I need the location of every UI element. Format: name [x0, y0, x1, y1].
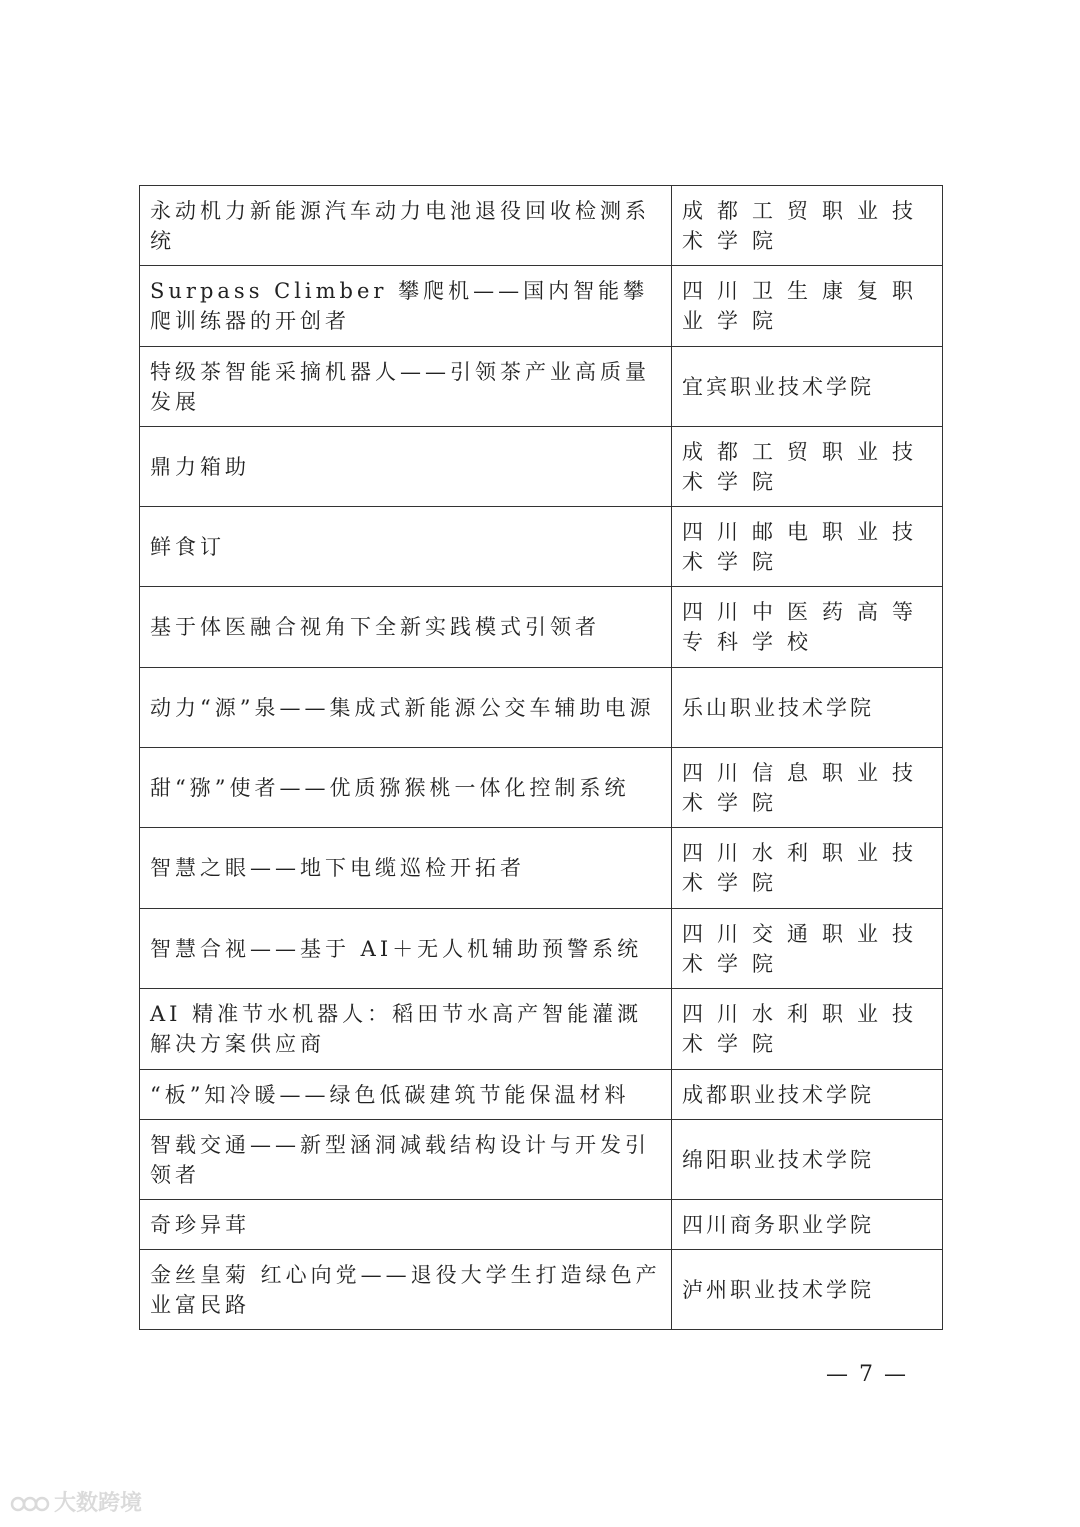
project-name-cell: 智慧合视——基于 AI＋无人机辅助预警系统 [140, 909, 672, 989]
table-row [140, 587, 943, 668]
table-row [140, 347, 943, 427]
table-row [140, 748, 943, 828]
table-row [140, 1120, 943, 1200]
school-name-cell: 绵阳职业技术学院 [672, 1120, 943, 1200]
table-row [140, 266, 943, 347]
table-row [140, 186, 943, 266]
school-name-cell: 四川商务职业学院 [672, 1200, 943, 1250]
project-name-cell: 特级茶智能采摘机器人——引领茶产业高质量发展 [140, 347, 672, 427]
school-name-cell: 宜宾职业技术学院 [672, 347, 943, 427]
project-name-cell: 永动机力新能源汽车动力电池退役回收检测系统 [140, 186, 672, 266]
logo-icon [10, 1490, 50, 1514]
table-row [140, 1250, 943, 1330]
project-table [139, 185, 943, 1330]
project-name-cell: 鼎力箱助 [140, 427, 672, 507]
school-name-cell: 成都工贸职业技术学院 [672, 427, 943, 507]
project-name-cell: 鲜食订 [140, 507, 672, 587]
table-row [140, 1070, 943, 1120]
table-body [140, 186, 943, 1330]
school-name-cell: 成都职业技术学院 [672, 1070, 943, 1120]
project-name-cell: 动力“源”泉——集成式新能源公交车辅助电源 [140, 668, 672, 748]
watermark [10, 1486, 142, 1517]
school-name-cell: 泸州职业技术学院 [672, 1250, 943, 1330]
table-row [140, 1200, 943, 1250]
page-number: — 7 — [826, 1362, 908, 1387]
table-row [140, 909, 943, 989]
school-name-cell: 四川水利职业技术学院 [672, 989, 943, 1070]
project-name-cell: 智慧之眼——地下电缆巡检开拓者 [140, 828, 672, 909]
project-name-cell: 金丝皇菊 红心向党——退役大学生打造绿色产业富民路 [140, 1250, 672, 1330]
school-name-cell: 成都工贸职业技术学院 [672, 186, 943, 266]
school-name-cell: 四川中医药高等专科学校 [672, 587, 943, 668]
project-name-cell: 基于体医融合视角下全新实践模式引领者 [140, 587, 672, 668]
school-name-cell: 四川水利职业技术学院 [672, 828, 943, 909]
table-row [140, 668, 943, 748]
table-row [140, 989, 943, 1070]
watermark-text: 大数跨境 [54, 1491, 143, 1516]
school-name-cell: 四川邮电职业技术学院 [672, 507, 943, 587]
project-name-cell: 甜“猕”使者——优质猕猴桃一体化控制系统 [140, 748, 672, 828]
project-name-cell: 奇珍异茸 [140, 1200, 672, 1250]
project-name-cell: 智载交通——新型涵洞减载结构设计与开发引领者 [140, 1120, 672, 1200]
school-name-cell: 四川卫生康复职业学院 [672, 266, 943, 347]
school-name-cell: 乐山职业技术学院 [672, 668, 943, 748]
project-name-cell: Surpass Climber 攀爬机——国内智能攀爬训练器的开创者 [140, 266, 672, 347]
table-row [140, 427, 943, 507]
school-name-cell: 四川信息职业技术学院 [672, 748, 943, 828]
project-name-cell: “板”知冷暖——绿色低碳建筑节能保温材料 [140, 1070, 672, 1120]
project-name-cell: AI 精准节水机器人：稻田节水高产智能灌溉解决方案供应商 [140, 989, 672, 1070]
table-row [140, 507, 943, 587]
table-row [140, 828, 943, 909]
school-name-cell: 四川交通职业技术学院 [672, 909, 943, 989]
